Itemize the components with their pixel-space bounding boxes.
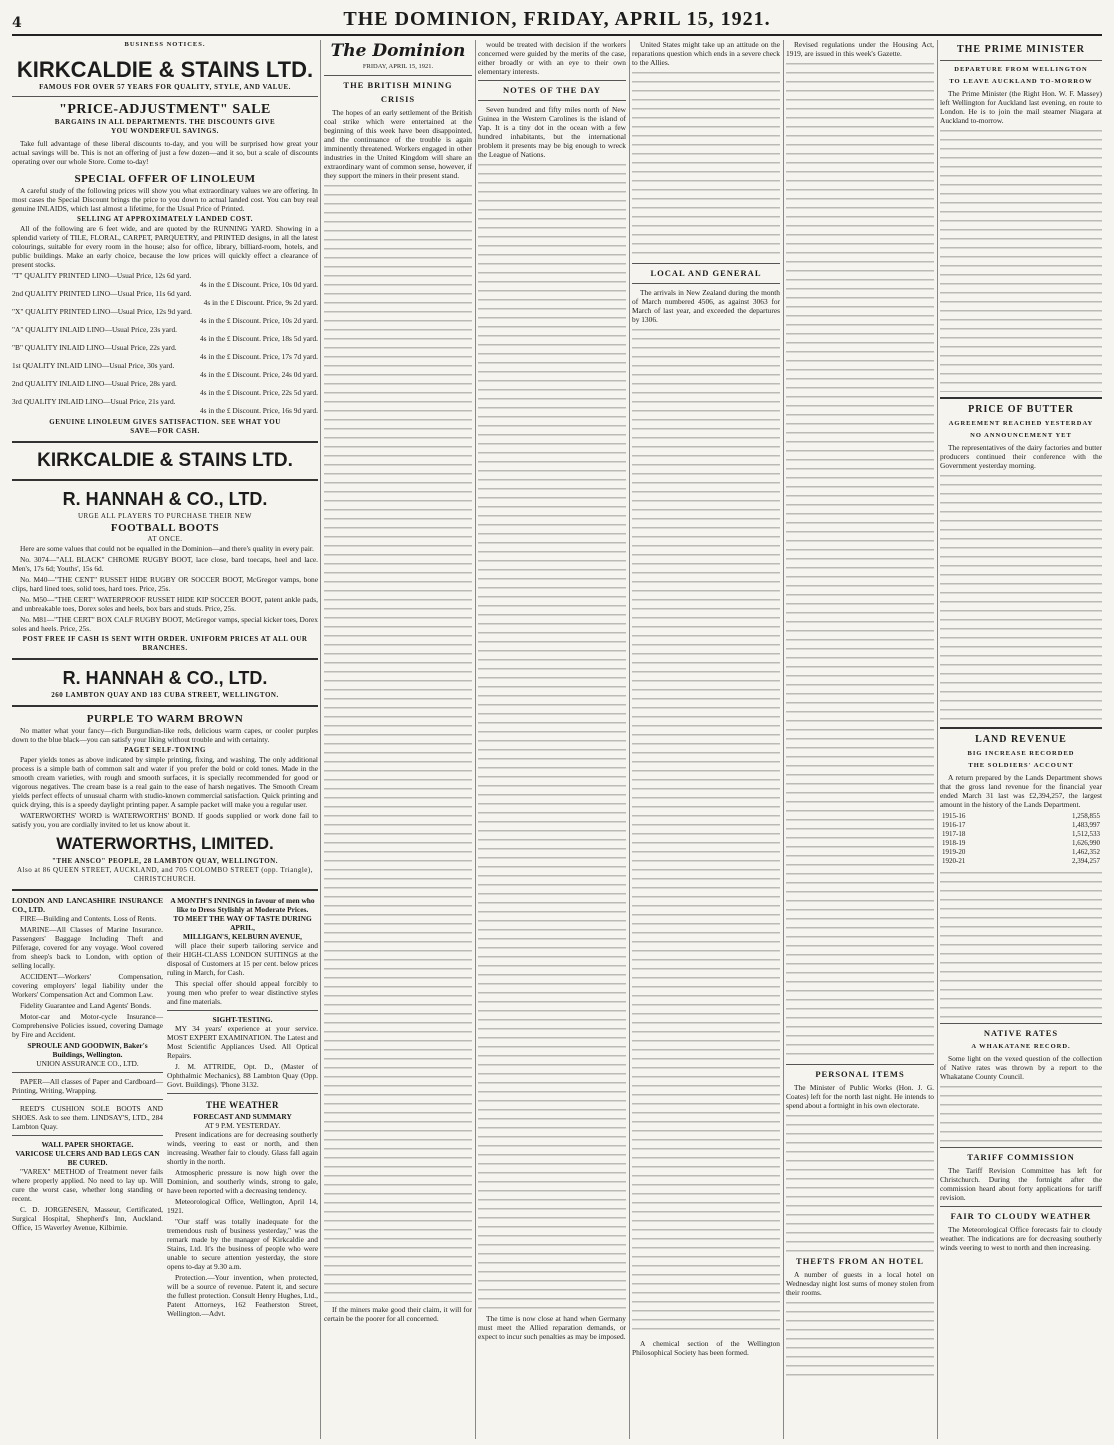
lino-price: 4s in the £ Discount. Price, 22s 5d yard. <box>199 388 318 397</box>
football-item: No. M40—"THE CENT" RUSSET HIDE RUGBY OR SOCCER BOOT, McGregor vamps, bone clips, hard lined toes, solid toes, hard toes. Price, 25s. <box>12 575 318 593</box>
table-row <box>940 857 1102 866</box>
land-sub-2: THE SOLDIERS' ACCOUNT <box>968 762 1074 769</box>
article-text <box>940 127 1102 392</box>
linoleum-note: All of the following are 6 feet wide, and are quoted by the RUNNING YARD. Showing in a splendid variety of TILE, FLORAL, CARPET, PARQUETRY, and PRINTED designs, in all the latest colourings, suitable for every room in the house; also for office, library, billiard-room, hotels, and public buildings. Make an early choice, because the low prices will quickly effect a clearance of present stocks. <box>12 224 318 269</box>
small-ad: will place their superb tailoring service and their HIGH-CLASS LONDON SUITINGS at the disposal of Customers at 15 per cent. below prices ruling in March, for Cash. <box>167 941 318 977</box>
divider <box>940 1206 1102 1207</box>
lino-line <box>12 289 318 307</box>
small-ad: FIRE—Building and Contents. Loss of Rents. <box>20 914 157 923</box>
notes-closing: The time is now close at hand when Germany must meet the Allied reparation demands, or expect to incur such penalties as may be imposed. <box>478 1314 626 1341</box>
dominion-logo: The Dominion <box>330 41 466 61</box>
native-sub: A WHAKATANE RECORD. <box>971 1043 1071 1050</box>
football-title: FOOTBALL BOOTS <box>110 522 220 534</box>
small-ad: SIGHT-TESTING. <box>212 1015 273 1024</box>
divider <box>940 1147 1102 1148</box>
headline: THE BRITISH MINING <box>343 80 453 90</box>
small-ads-right <box>167 896 318 1320</box>
local-column <box>632 40 780 1439</box>
divider <box>478 100 626 101</box>
hannah-title-2: R. HANNAH & CO., LTD. <box>62 668 268 688</box>
kirkcaldie-title-2: KIRKCALDIE & STAINS LTD. <box>37 450 293 471</box>
small-ad: Fidelity Guarantee and Land Agents' Bonds. <box>20 1001 152 1010</box>
small-ad: "Our staff was totally inadequate for the tremendous rush of business yesterday," was the remark made by the manager of Kirkcaldie and Stains, Ltd. It's the business of people who were unable to secure attention yesterday, the store opens to-day at 9.30 a.m. <box>167 1217 318 1271</box>
native-head: NATIVE RATES <box>983 1028 1059 1038</box>
football-item: No. M81—"THE CERT" BOX CALF RUGBY BOOT, McGregor vamps, special kicker toes, Dorex soles and heels. Price, 25s. <box>12 615 318 633</box>
article-text <box>940 869 1102 1019</box>
divider <box>12 1072 163 1073</box>
lino-price: 4s in the £ Discount. Price, 24s 0d yard. <box>199 370 318 379</box>
lino-price: 4s in the £ Discount. Price, 10s 2d yard. <box>199 316 318 325</box>
small-ad: MARINE—All Classes of Marine Insurance. Passengers' Baggage Including Theft and Pilferage, covered for any voyage. Wool covered from sheep's back to London, with option of selling locally. <box>12 925 163 970</box>
article-text <box>324 182 472 1302</box>
column-rule <box>783 40 784 1439</box>
divider <box>12 1135 163 1136</box>
kirkcaldie-tagline: FAMOUS FOR OVER 57 YEARS FOR QUALITY, STYLE, AND VALUE. <box>39 83 291 91</box>
small-ad: ACCIDENT—Workers' Compensation, covering employers' legal liability under the Workers' Compensation Act and Common Law. <box>12 972 163 999</box>
divider <box>786 1064 934 1065</box>
weather-signoff: Meteorological Office, Wellington, April 14, 1921. <box>167 1197 318 1215</box>
lino-line <box>12 397 318 415</box>
table-row <box>940 812 1102 821</box>
hannah-sub: URGE ALL PLAYERS TO PURCHASE THEIR NEW <box>77 512 253 520</box>
pm-head: THE PRIME MINISTER <box>956 44 1085 55</box>
lino-line <box>12 379 318 397</box>
table-row <box>940 848 1102 857</box>
butter-sub: AGREEMENT REACHED YESTERDAY <box>948 420 1094 427</box>
linoleum-sub: SELLING AT APPROXIMATELY LANDED COST. <box>77 215 253 223</box>
table-cell: 1,462,352 <box>1072 848 1100 856</box>
article-text <box>786 1112 934 1252</box>
lino-line <box>12 325 318 343</box>
football-item: No. 3074—"ALL BLACK" CHROME RUGBY BOOT, lace close, bard toecaps, heel and lace. Men's, 17s 6d; Youths', 15s 6d. <box>12 555 318 573</box>
lino-label: 3rd QUALITY INLAID LINO—Usual Price, 21s yard. <box>12 397 176 406</box>
waterworths-title: WATERWORTHS, LIMITED. <box>56 834 274 853</box>
hannah-title: R. HANNAH & CO., LTD. <box>62 489 268 509</box>
lino-footer-2: SAVE—FOR CASH. <box>130 427 200 435</box>
notes-body: Seven hundred and fifty miles north of New Guinea in the Western Carolines is the island of Yap. It is a tiny dot in the ocean with a few hundred inhabitants, but the international problem it presents may be big enough to wreck the League of Nations. <box>478 105 626 159</box>
divider <box>167 1093 318 1094</box>
lino-line <box>12 271 318 289</box>
divider <box>12 705 318 707</box>
lino-line <box>12 307 318 325</box>
divider <box>940 60 1102 61</box>
lino-label: 2nd QUALITY INLAID LINO—Usual Price, 28s yard. <box>12 379 177 388</box>
small-ad: C. D. JORGENSEN, Masseur, Certificated, Surgical Hospital, Shepherd's Inn, Auckland. Office, 15 Waverley Avenue, Kilbirnie. <box>12 1205 163 1232</box>
purple-body: No matter what your fancy—rich Burgundian-like reds, delicious warm capes, or cooler purples down to the blue black—you can satisfy your liking without trouble and with certainty. <box>12 726 318 744</box>
divider <box>167 1010 318 1011</box>
weather-body: Present indications are for decreasing southerly winds, veering to east or north, and then increasing. Weather fair to cloudy. Glass fall again shortly in the north. <box>167 1130 318 1166</box>
sale-body: Take full advantage of these liberal discounts to-day, and you will be surprised how great your actual savings will be. This is not an offering of just a few dozen—and it so, but a scale of discounts operating over our whole Store. Come to-day! <box>12 139 318 166</box>
newspaper-title: THE DOMINION, FRIDAY, APRIL 15, 1921. <box>343 8 771 30</box>
divider <box>940 397 1102 399</box>
lino-label: "A" QUALITY INLAID LINO—Usual Price, 23s yard. <box>12 325 178 334</box>
waterworths-sub: "THE ANSCO" PEOPLE, 28 LAMBTON QUAY, WELLINGTON. <box>52 857 278 865</box>
weather-body: Atmospheric pressure is now high over the Dominion, and southerly winds, strong to gale, have been reported with a decreasing tendency. <box>167 1168 318 1195</box>
column-rule <box>937 40 938 1439</box>
small-ad: SPROULE AND GOODWIN, Baker's Buildings, Wellington. <box>27 1041 148 1059</box>
dateline: FRIDAY, APRIL 15, 1921. <box>362 63 434 70</box>
purple-title: PURPLE TO WARM BROWN <box>86 713 244 725</box>
divider <box>940 727 1102 729</box>
weather-sub: FORECAST AND SUMMARY <box>193 1112 292 1121</box>
pm-body: The Prime Minister (the Right Hon. W. F. Massey) left Wellington for Auckland last evening, en route to London. He is to join the mail steamer Niagara at Auckland to-morrow. <box>940 89 1102 125</box>
local-body: The arrivals in New Zealand during the month of March numbered 4506, as against 3063 for March of last year, and exceeded the departures by 1306. <box>632 288 780 324</box>
table-row <box>940 821 1102 830</box>
land-body: A return prepared by the Lands Department shows that the gross land revenue for the financial year ended March 31 last was £2,394,257, the largest amount in the history of the Lands Department. <box>940 773 1102 809</box>
small-ad: MY 34 years' experience at your service. MOST EXPERT EXAMINATION. The Latest and Most Scientific Appliances Used. All Optical Repairs. <box>167 1024 318 1060</box>
lino-line <box>12 361 318 379</box>
table-cell: 1919-20 <box>942 848 966 856</box>
news-column <box>940 40 1102 1439</box>
tariff-body: The Tariff Revision Committee has left for Christchurch. During the fortnight after the commission heard about forty applications for tariff revision. <box>940 1166 1102 1202</box>
lino-price-list <box>12 271 318 415</box>
linoleum-title: SPECIAL OFFER OF LINOLEUM <box>74 173 256 185</box>
lino-price: 4s in the £ Discount. Price, 16s 9d yard. <box>199 406 318 415</box>
notes-continued: United States might take up an attitude on the reparations question which ends in a severe check to the Allies. <box>632 40 780 67</box>
article-text <box>940 1083 1102 1143</box>
native-body: Some light on the vexed question of the collection of Native rates was thrown by a report to the Whakatane County Council. <box>940 1054 1102 1081</box>
column-rule <box>475 40 476 1439</box>
table-cell: 2,394,257 <box>1072 857 1100 865</box>
lino-label: 2nd QUALITY PRINTED LINO—Usual Price, 11s 6d yard. <box>12 289 192 298</box>
weather-sub-2: AT 9 P.M. YESTERDAY. <box>204 1121 281 1130</box>
headline: CRISIS <box>380 94 416 104</box>
football-body: Here are some values that could not be equalled in the Dominion—and there's quality in every pair. <box>20 544 314 553</box>
personal-head: PERSONAL ITEMS <box>815 1069 905 1079</box>
football-sub: AT ONCE. <box>147 535 183 543</box>
article-text <box>786 60 934 1060</box>
small-ad: VARICOSE ULCERS AND BAD LEGS CAN BE CURED. <box>15 1149 160 1167</box>
table-cell: 1,512,533 <box>1072 830 1100 838</box>
butter-sub-2: NO ANNOUNCEMENT YET <box>970 432 1072 439</box>
divider <box>12 658 318 660</box>
small-ad: J. M. ATTRIDE, Opt. D., (Master of Ophthalmic Mechanics), 88 Lambton Quay (Opp. Govt. Buildings). 'Phone 3132. <box>167 1062 318 1089</box>
hannah-address: 260 LAMBTON QUAY AND 183 CUBA STREET, WELLINGTON. <box>51 691 279 699</box>
football-item: No. M50—"THE CERT" WATERPROOF RUSSET HIDE KIP SOCCER BOOT, patent ankle pads, and unbreakable toes, Dorex soles and heels, box bars and studs. Price, 25s. <box>12 595 318 613</box>
linoleum-body: A careful study of the following prices will show you what extraordinary values we are offering. In most cases the Special Discount brings the price to you down to actual landed cost. You can buy real genuine INLAIDS, which last almost a lifetime, for the Usual Price of Printed. <box>12 186 318 213</box>
leader-column <box>324 40 472 1439</box>
small-ad: This special offer should appeal forcibly to young men who prefer to wear distinctive styles and fine materials. <box>167 979 318 1006</box>
table-cell: 1918-19 <box>942 839 966 847</box>
kirkcaldie-title: KIRKCALDIE & STAINS LTD. <box>16 57 314 82</box>
sale-sub-1: BARGAINS IN ALL DEPARTMENTS. THE DISCOUNTS GIVE <box>54 118 276 126</box>
divider <box>12 479 318 481</box>
table-cell: 1917-18 <box>942 830 966 838</box>
section-label: BUSINESS NOTICES. <box>124 41 206 48</box>
land-sub: BIG INCREASE RECORDED <box>967 750 1075 757</box>
fair-head: FAIR TO CLOUDY WEATHER <box>950 1211 1092 1221</box>
divider <box>12 1099 163 1100</box>
lino-label: "X" QUALITY PRINTED LINO—Usual Price, 12s 9d yard. <box>12 307 193 316</box>
lino-price: 4s in the £ Discount. Price, 17s 7d yard. <box>199 352 318 361</box>
notes-head: NOTES OF THE DAY <box>502 85 602 95</box>
small-ad: TO MEET THE WAY OF TASTE DURING APRIL, <box>173 914 312 932</box>
divider <box>478 80 626 81</box>
small-ad: A MONTH'S INNINGS in favour of men who like to Dress Stylishly at Moderate Prices. <box>170 896 315 914</box>
land-head: LAND REVENUE <box>975 734 1067 745</box>
pm-sub: DEPARTURE FROM WELLINGTON <box>954 66 1088 73</box>
paget-body: Paper yields tones as above indicated by simple printing, fixing, and washing. The only additional process is a simple bath of common salt and water if you prefer the bold or cold tones. Made in the smooth cream varieties, with rough and smooth surfaces, it is specially recommended for good or vigorous negatives. The cream base is a real gain to the ease of harsh negatives. The Smooth Cream yields perfect effects of unusual charm with studio-known commercial satisfaction. Quick printing and quick drying, this is a speedy daylight printing paper. A sample packet will make you a regular user. <box>12 755 318 809</box>
masthead <box>12 6 1102 36</box>
small-ad: MILLIGAN'S, KELBURN AVENUE, <box>183 932 302 941</box>
article-text <box>786 1299 934 1379</box>
small-ad: WALL PAPER SHORTAGE. <box>41 1140 134 1149</box>
divider <box>324 75 472 76</box>
weather-head: THE WEATHER <box>206 1100 279 1110</box>
table-row <box>940 830 1102 839</box>
table-cell: 1,258,855 <box>1072 812 1100 820</box>
page-number: 4 <box>12 15 22 31</box>
lino-line <box>12 343 318 361</box>
lino-footer-1: GENUINE LINOLEUM GIVES SATISFACTION. SEE WHAT YOU <box>49 418 281 426</box>
small-ad: Protection.—Your invention, when protected, will be a source of revenue. Patent it, and secure the fullest protection. Consult Henry Hughes, Ltd., Patent Attorneys, 162 Featherston Street, Wellington.—Advt. <box>167 1273 318 1318</box>
sale-sub-2: YOU WONDERFUL SAVINGS. <box>111 127 219 135</box>
article-text <box>632 326 780 1336</box>
column-rule <box>320 40 321 1439</box>
divider <box>940 1023 1102 1024</box>
pm-head-2: TO LEAVE AUCKLAND TO-MORROW <box>949 78 1093 85</box>
fair-body: The Meteorological Office forecasts fair to cloudy weather. The indications are for decreasing southerly winds veering to west to north and then increasing. <box>940 1225 1102 1252</box>
divider <box>12 889 318 891</box>
table-cell: 1,483,997 <box>1072 821 1100 829</box>
leader-body: The hopes of an early settlement of the British coal strike which were entertained at the beginning of this week have been disappointed, and the continuance of the trouble is again imminently threatened. Workers engaged in other industries in the United Kingdom will share an extraordinary want of common sense, however, if they support the miners in their present stand. <box>324 108 472 180</box>
waterworths-sub-2: Also at 86 QUEEN STREET, AUCKLAND, and 705 COLOMBO STREET (opp. Triangle), CHRISTCHURCH. <box>17 866 313 883</box>
leader-continued: would be treated with decision if the workers concerned were guided by the merits of the case, either broadly or with an eye to their own elementary interests. <box>478 40 626 76</box>
table-cell: 1,626,990 <box>1072 839 1100 847</box>
lino-price: 4s in the £ Discount. Price, 10s 0d yard. <box>199 280 318 289</box>
divider <box>12 96 318 97</box>
small-ads <box>12 896 318 1320</box>
personal-body: The Minister of Public Works (Hon. J. G. Coates) left for the north last night. He intends to spend about a fortnight in his own electorate. <box>786 1083 934 1110</box>
lino-label: 1st QUALITY INLAID LINO—Usual Price, 30s yard. <box>12 361 175 370</box>
general-column <box>786 40 934 1439</box>
local-closing: A chemical section of the Wellington Philosophical Society has been formed. <box>632 1339 780 1357</box>
lino-label: "T" QUALITY PRINTED LINO—Usual Price, 12s 6d yard. <box>12 271 192 280</box>
butter-head: PRICE OF BUTTER <box>968 404 1074 415</box>
lino-price: 4s in the £ Discount. Price, 18s 5d yard. <box>199 334 318 343</box>
divider <box>632 283 780 284</box>
lino-label: "B" QUALITY INLAID LINO—Usual Price, 22s yard. <box>12 343 177 352</box>
table-cell: 1916-17 <box>942 821 966 829</box>
theft-head: THEFTS FROM AN HOTEL <box>796 1256 924 1266</box>
small-ad: "VAREX" METHOD of Treatment never fails where properly applied. No need to lay up. Will cure the worst case, whether long standing or recent. <box>12 1167 163 1203</box>
waterworth-note: WATERWORTHS' WORD is WATERWORTHS' BOND. If goods supplied or work done fail to satisfy you, you are cordially invited to let us know about it. <box>12 811 318 829</box>
table-row <box>940 839 1102 848</box>
divider <box>12 441 318 443</box>
butter-body: The representatives of the dairy factories and butter producers continued their conference with the Government yesterday morning. <box>940 443 1102 470</box>
small-ads-left <box>12 896 163 1320</box>
sale-title: "PRICE-ADJUSTMENT" SALE <box>59 102 271 117</box>
article-text <box>940 472 1102 722</box>
land-revenue-table <box>940 812 1102 866</box>
small-ad: Motor-car and Motor-cycle Insurance—Comprehensive Policies issued, covering Damage by Fire and Accident. <box>12 1012 163 1039</box>
paget-title: PAGET SELF-TONING <box>124 746 206 754</box>
table-cell: 1915-16 <box>942 812 966 820</box>
notes-column <box>478 40 626 1439</box>
theft-body: A number of guests in a local hotel on Wednesday night lost sums of money stolen from their rooms. <box>786 1270 934 1297</box>
small-ad: REED'S CUSHION SOLE BOOTS AND SHOES. Ask to see them. LINDSAY'S, LTD., 284 Lambton Quay. <box>12 1104 163 1131</box>
table-cell: 1920-21 <box>942 857 966 865</box>
business-notices-column <box>12 40 318 1439</box>
lino-price: 4s in the £ Discount. Price, 9s 2d yard. <box>203 298 318 307</box>
column-rule <box>629 40 630 1439</box>
local-head: LOCAL AND GENERAL <box>650 268 762 278</box>
leader-closing: If the miners make good their claim, it will for certain be the poorer for all concerned. <box>324 1305 472 1323</box>
small-ad: LONDON AND LANCASHIRE INSURANCE CO., LTD. <box>12 896 163 914</box>
article-text <box>632 69 780 259</box>
regulations-item: Revised regulations under the Housing Act, 1919, are issued in this week's Gazette. <box>786 40 934 58</box>
article-text <box>478 161 626 1311</box>
tariff-head: TARIFF COMMISSION <box>967 1152 1075 1162</box>
small-ad: UNION ASSURANCE CO., LTD. <box>36 1059 139 1068</box>
small-ad: PAPER—All classes of Paper and Cardboard—Printing, Writing, Wrapping. <box>12 1077 163 1095</box>
divider <box>632 263 780 264</box>
football-footer: POST FREE IF CASH IS SENT WITH ORDER. UNIFORM PRICES AT ALL OUR BRANCHES. <box>22 635 308 652</box>
